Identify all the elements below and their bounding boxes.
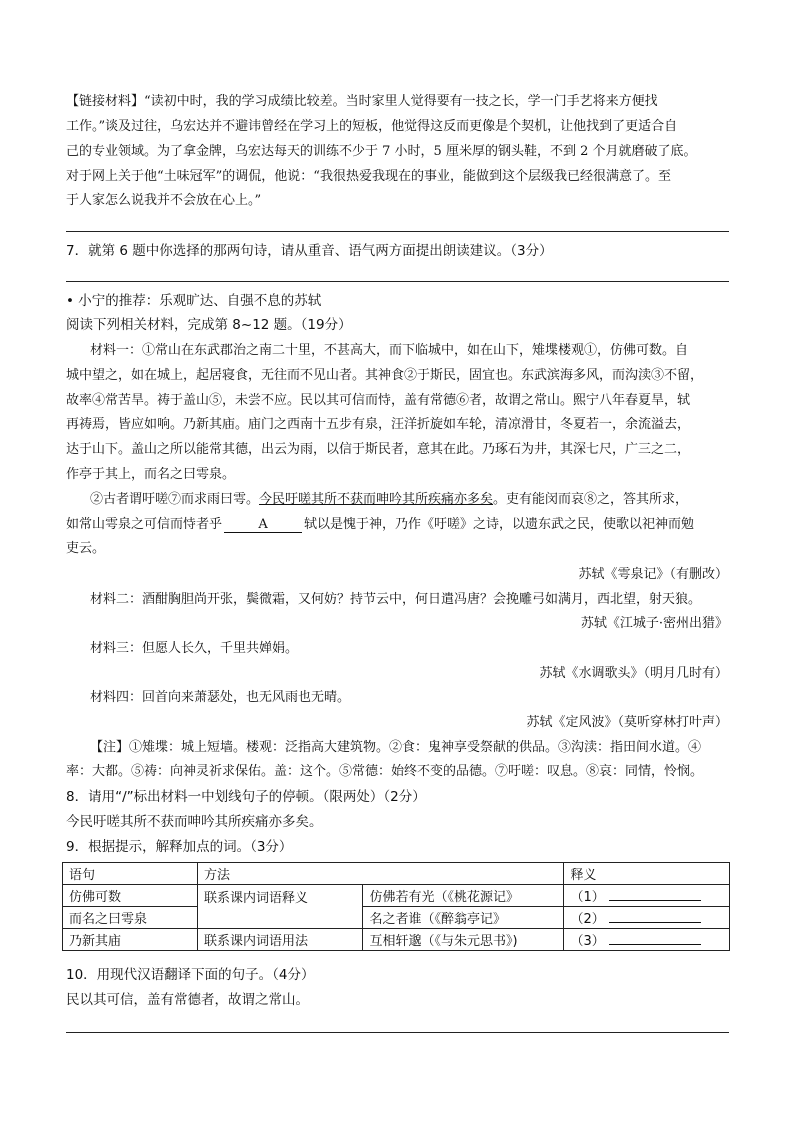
material-4-source: 苏轼《定风波》（莫听穿林打叶声） xyxy=(526,715,728,730)
material-1-line: 作亭于其上，而名之曰雩泉。 xyxy=(66,467,236,482)
answer-line[interactable] xyxy=(66,1032,729,1033)
question-8-sentence: 今民吁嗟其所不获而呻吟其所疾痛亦多矣。 xyxy=(66,814,323,830)
link-material-line: 工作。”谈及过往，乌宏达并不避讳曾经在学习上的短板，他觉得这反而更像是个契机，让他找到了更适合自 xyxy=(66,119,678,134)
material-1-line: 故率④常苦旱。祷于盖山⑤，未尝不应。民以其可信而恃，盖有常德⑥者，故谓之常山。熙宁八年春夏旱，轼 xyxy=(66,393,691,408)
material-1-line: 吏云。 xyxy=(66,541,106,556)
answer-line xyxy=(66,231,729,232)
answer-blank[interactable] xyxy=(609,888,701,901)
link-material-line: 【链接材料】“读初中时，我的学习成绩比较差。当时家里人觉得要有一技之长，学一门手艺将来方便找 xyxy=(66,94,658,109)
table-row xyxy=(63,929,730,951)
answer-blank[interactable] xyxy=(609,932,701,945)
link-material-line: 对于网上关于他“土味冠军”的调侃，他说：“我很热爱我现在的事业，能做到这个层级我已经很满意了。至 xyxy=(66,169,671,184)
row-sentence: 而名之曰雩泉 xyxy=(63,907,198,929)
material-1-paragraph-2: ②古者谓吁嗟⑦而求雨曰雩。今民吁嗟其所不获而呻吟其所疾痛亦多矣。吏有能闵而哀⑧之，答其所求， xyxy=(90,492,689,507)
material-1-source: 苏轼《雩泉记》（有删改） xyxy=(578,567,728,582)
row-sentence: 乃新其庙 xyxy=(63,929,198,951)
underlined-sentence: 今民吁嗟其所不获而呻吟其所疾痛亦多矣 xyxy=(259,492,494,507)
question-9-table xyxy=(62,862,730,951)
link-material-line: 于人家怎么说我并不会放在心上。” xyxy=(66,193,262,208)
material-2-source: 苏轼《江城子·密州出猎》 xyxy=(580,616,728,631)
section-heading: • 小宁的推荐：乐观旷达、自强不息的苏轼 xyxy=(66,293,322,309)
notes-line: 率：大都。⑤祷：向神灵祈求保佑。盖：这个。⑤常德：始终不变的品德。⑦吁嗟：叹息。⑧哀：同情，怜悯。 xyxy=(66,764,704,779)
row-answer[interactable]: （2） xyxy=(564,907,730,929)
header-sentence: 语句 xyxy=(63,863,198,885)
row-example: 名之者谁（《醉翁亭记》 xyxy=(363,907,564,929)
material-3: 材料三：但愿人长久，千里共婵娟。 xyxy=(90,641,299,656)
table-row xyxy=(63,907,730,929)
table-row xyxy=(63,885,730,907)
question-10: 10．用现代汉语翻译下面的句子。（4分） xyxy=(66,967,315,983)
section-intro: 阅读下列相关材料，完成第 8~12 题。（19分） xyxy=(66,317,352,333)
row-method: 联系课内词语释义 xyxy=(198,885,363,929)
table-header-row xyxy=(63,863,730,885)
row-sentence: 仿佛可数 xyxy=(63,885,198,907)
material-1-line: 城中望之，如在城上，起居寝食，无往而不见山者。其神食②于斯民，固宜也。东武滨海多风，而沟渎③不留， xyxy=(66,368,704,383)
material-3-source: 苏轼《水调歌头》（明月几时有） xyxy=(539,666,728,681)
material-1-line: 再祷焉，皆应如响。乃新其庙。庙门之西南十五步有泉，汪洋折旋如车轮，清凉滑甘，冬夏若一，余流溢去， xyxy=(66,417,691,432)
material-4: 材料四：回首向来萧瑟处，也无风雨也无晴。 xyxy=(90,690,351,705)
row-answer[interactable]: （1） xyxy=(564,885,730,907)
row-method: 联系课内词语用法 xyxy=(198,929,363,951)
notes-line: 【注】①雉堞：城上短墙。楼观：泛指高大建筑物。②食：鬼神享受祭献的供品。③沟渎：指田间水道。④ xyxy=(90,740,702,755)
material-1-line: 如常山雩泉之可信而恃者乎 A 轼以是愧于神，乃作《吁嗟》之诗，以遗东武之民，使歌以祀神而勉 xyxy=(66,517,695,532)
question-8: 8．请用“/”标出材料一中划线句子的停顿。（限两处）（2分） xyxy=(66,789,426,805)
row-example: 仿佛若有光（《桃花源记》 xyxy=(363,885,564,907)
header-meaning: 释义 xyxy=(564,863,730,885)
link-material-line: 己的专业领域。为了拿金牌，乌宏达每天的训练不少于 7 小时，5 厘米厚的钢头鞋，不到 2 个月就磨破了底。 xyxy=(66,144,697,159)
question-10-sentence: 民以其可信，盖有常德者，故谓之常山。 xyxy=(66,992,309,1008)
material-1-line: 材料一：①常山在东武郡治之南二十里，不甚高大，而下临城中，如在山下，雉堞楼观①，仿佛可数。自 xyxy=(90,343,689,358)
question-9: 9．根据提示，解释加点的词。（3分） xyxy=(66,839,293,855)
fill-blank-a[interactable]: A xyxy=(224,518,302,533)
question-7: 7．就第 6 题中你选择的那两句诗，请从重音、语气两方面提出朗读建议。（3分） xyxy=(66,243,553,259)
material-1-line: 达于山下。盖山之所以能常其德，出云为雨，以信于斯民者，意其在此。乃琢石为井，其深七尺，广三之二， xyxy=(66,442,691,457)
header-method: 方法 xyxy=(198,863,564,885)
answer-blank[interactable] xyxy=(609,910,701,923)
answer-line xyxy=(66,281,729,282)
material-2: 材料二：酒酣胸胆尚开张，鬓微霜，又何妨？持节云中，何日遣冯唐？会挽雕弓如满月，西北望，射天狼。 xyxy=(90,592,702,607)
row-example: 互相轩邈（《与朱元思书》) xyxy=(363,929,564,951)
row-answer[interactable]: （3） xyxy=(564,929,730,951)
